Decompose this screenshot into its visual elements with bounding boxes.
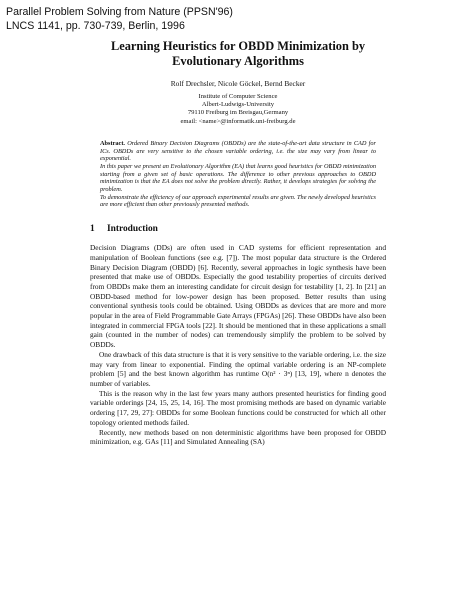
affiliation-email: email: <name>@informatik.uni-freiburg.de bbox=[180, 117, 296, 125]
paper-authors: Rolf Drechsler, Nicole Göckel, Bernd Becker bbox=[170, 79, 306, 88]
paper-title bbox=[90, 39, 386, 68]
abstract-paragraph-3: To demonstrate the efficiency of our approach experimental results are given. The newly developed heuristics are more efficient than other previously presented methods. bbox=[100, 193, 376, 209]
section-heading bbox=[90, 224, 386, 235]
publication-header bbox=[6, 5, 233, 33]
body-paragraph-4: Recently, new methods based on non deterministic algorithms have been proposed for OBDD minimization, e.g. GAs [11] and Simulated Annealing (SA) bbox=[90, 427, 386, 447]
title-line-2: Evolutionary Algorithms bbox=[172, 53, 304, 68]
paper-page bbox=[90, 39, 386, 447]
abstract-text-1: Ordered Binary Decision Diagrams (OBDDs) are the state-of-the-art data structure in CAD for ICs. OBDDs are very sensitive to the chosen variable ordering, i.e. the size may vary from linear to exponential. bbox=[100, 139, 376, 163]
title-line-1: Learning Heuristics for OBDD Minimization by bbox=[110, 39, 366, 53]
abstract-paragraph-2: In this paper we present an Evolutionary Algorithm (EA) that learns good heuristics for OBDD minimization starting from a given set of basic operations. The difference to other previous approaches to OBDD minimization is that the EA does not solve the problem directly. Rather, it develops strategies for solving the problem. bbox=[100, 162, 376, 194]
section-title: Introduction bbox=[107, 224, 158, 235]
affiliation-university: Albert-Ludwigs-University bbox=[201, 101, 275, 109]
abstract-label: Abstract. bbox=[100, 139, 126, 147]
body-paragraph-3: This is the reason why in the last few years many authors presented heuristics for finding good variable orderings [24, 15, 25, 14, 16]. The most promising methods are based on dynamic variable ordering [17, 29, 27]: OBDDs for some Boolean functions could be constructed for which all other topology oriented methods failed. bbox=[90, 388, 386, 427]
affiliation-address: 79110 Freiburg im Breisgau,Germany bbox=[187, 109, 289, 117]
affiliation-institute: Institute of Computer Science bbox=[198, 93, 278, 100]
body-paragraph-1: Decision Diagrams (DDs) are often used in CAD systems for efficient representation and manipulation of Boolean functions (see e.g. [7]). The most popular data structure is the Ordered Binary Decision Diagram (OBDD) [6]. Recently, several approaches in logic synthesis have been presented that make use of OBDDs. Especially the good testability properties of circuits derived from OBDDs make them an interesting candidate for circuit design for testability [1, 2]. In [21] an OBDD-based method for low-power design has been proposed. Better results than using conventional synthesis tools could be obtained. Using OBDDs as devices that are more and more popular in the area of Field Programmable Gate Arrays (FPGAs) [26]. These OBDDs have also been integrated in commercial FPGA tools [22]. It should be mentioned that in these applications a small gain (counted in the number of nodes) can tremendously simplify the problem to be solved by OBDDs. bbox=[90, 243, 386, 350]
abstract bbox=[100, 140, 376, 209]
header-citation: LNCS 1141, pp. 730-739, Berlin, 1996 bbox=[6, 20, 185, 32]
affiliation bbox=[90, 93, 386, 126]
abstract-paragraph-1 bbox=[100, 140, 376, 163]
header-venue: Parallel Problem Solving from Nature (PPSN'96) bbox=[6, 6, 233, 18]
body-text bbox=[90, 243, 386, 447]
section-number: 1 bbox=[90, 224, 95, 235]
body-paragraph-2: One drawback of this data structure is that it is very sensitive to the variable ordering, i.e. the size may vary from linear to exponential. Finding the optimal variable ordering is an NP-complete problem [5] and the best known algorithm has runtime O(n² · 3ⁿ) [13, 19], where n denotes the number of variables. bbox=[90, 349, 386, 388]
